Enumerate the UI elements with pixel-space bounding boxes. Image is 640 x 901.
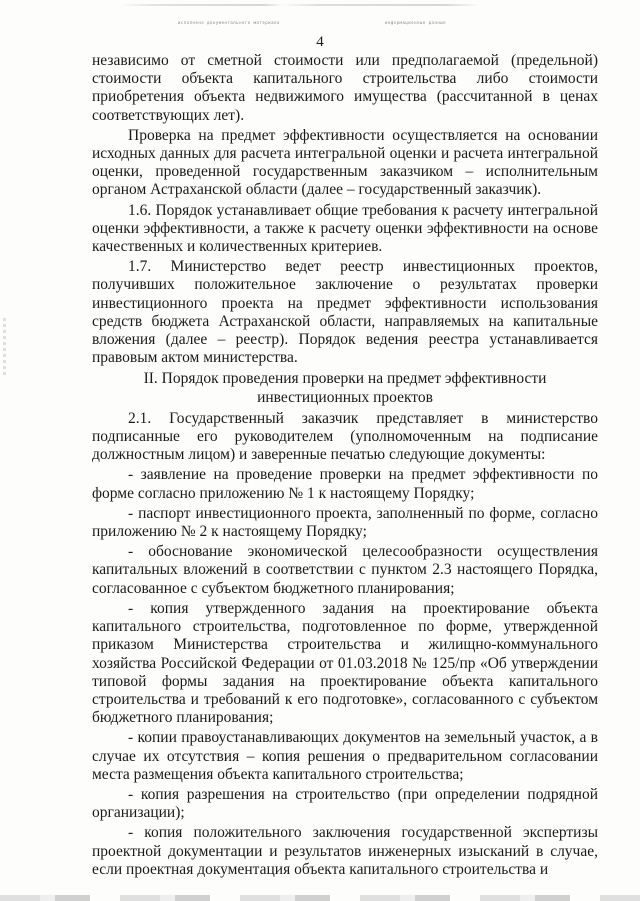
scan-artifact-bottom bbox=[0, 895, 640, 901]
margin-scan-mark bbox=[3, 318, 6, 378]
paragraph-1-6: 1.6. Порядок устанавливает общие требования к расчету интегральной оценки эффективности, а также к расчету оценки эффективности на основе качественных и количественных критериев. bbox=[92, 201, 598, 256]
paragraph-continuation: независимо от сметной стоимости или предполагаемой (предельной) стоимости объекта капитального строительства либо стоимости приобретения объекта недвижимого имущества (рассчитанной в ценах соответствующих лет). bbox=[92, 52, 598, 124]
paragraph-2-1: 2.1. Государственный заказчик представляет в министерство подписанные его руководителем (уполномоченным на подписание должностным лицом) и заверенные печатью следующие документы: bbox=[92, 409, 598, 464]
list-item: - копия утвержденного задания на проектирование объекта капитального строительства, подготовленное по форме, утвержденной приказом Министерства строительства и жилищно-коммунального хозяйства Российской Федерации от 01.03.2018 № 125/пр «Об утверждении типовой формы задания на проектирование объекта капитального строительства и требований к его подготовке», согласованного с субъектом бюджетного планирования; bbox=[92, 599, 598, 727]
list-item: - копия положительного заключения государственной экспертизы проектной документации и результатов инженерных изысканий в случае, если проектная документация объекта капитального строительства и bbox=[92, 824, 598, 878]
list-item: - заявление на проведение проверки на предмет эффективности по форме согласно приложению № 1 к настоящему Порядку; bbox=[92, 466, 598, 502]
list-item: - копии правоустанавливающих документов на земельный участок, а в случае их отсутствия – копия решения о предварительном согласовании места размещения объекта капитального строительства; bbox=[92, 729, 598, 783]
section-heading: II. Порядок проведения проверки на предмет эффективности инвестиционных проектов bbox=[143, 370, 547, 406]
list-item: - обоснование экономической целесообразности осуществления капитальных вложений в соответствии с пунктом 2.3 настоящего Порядка, согласованное с субъектом бюджетного планирования; bbox=[92, 543, 598, 597]
scan-artifact-top bbox=[120, 4, 480, 6]
paragraph-verification-basis: Проверка на предмет эффективности осуществляется на основании исходных данных для расчета интегральной оценки и расчета интегральной оценки, проведенной государственным заказчиком – исполнительным органом Астраханской области (далее – государственный заказчик). bbox=[92, 126, 598, 199]
page-number: 4 bbox=[316, 34, 324, 50]
header-stamp-left: исполнено документального материала bbox=[178, 20, 280, 25]
list-item: - копия разрешения на строительство (при определении подрядной организации); bbox=[92, 785, 598, 822]
document-body bbox=[92, 52, 598, 879]
list-item: - паспорт инвестиционного проекта, заполненный по форме, согласно приложению № 2 к настоящему Порядку; bbox=[92, 504, 598, 541]
header-stamp-right: информационные данные bbox=[385, 20, 447, 25]
paragraph-1-7: 1.7. Министерство ведет реестр инвестиционных проектов, получивших положительное заключение о результатах проверки инвестиционного проекта на предмет эффективности использования средств бюджета Астраханской области, направляемых на капитальные вложения (далее – реестр). Порядок ведения реестра устанавливается правовым актом министерства. bbox=[92, 258, 598, 367]
